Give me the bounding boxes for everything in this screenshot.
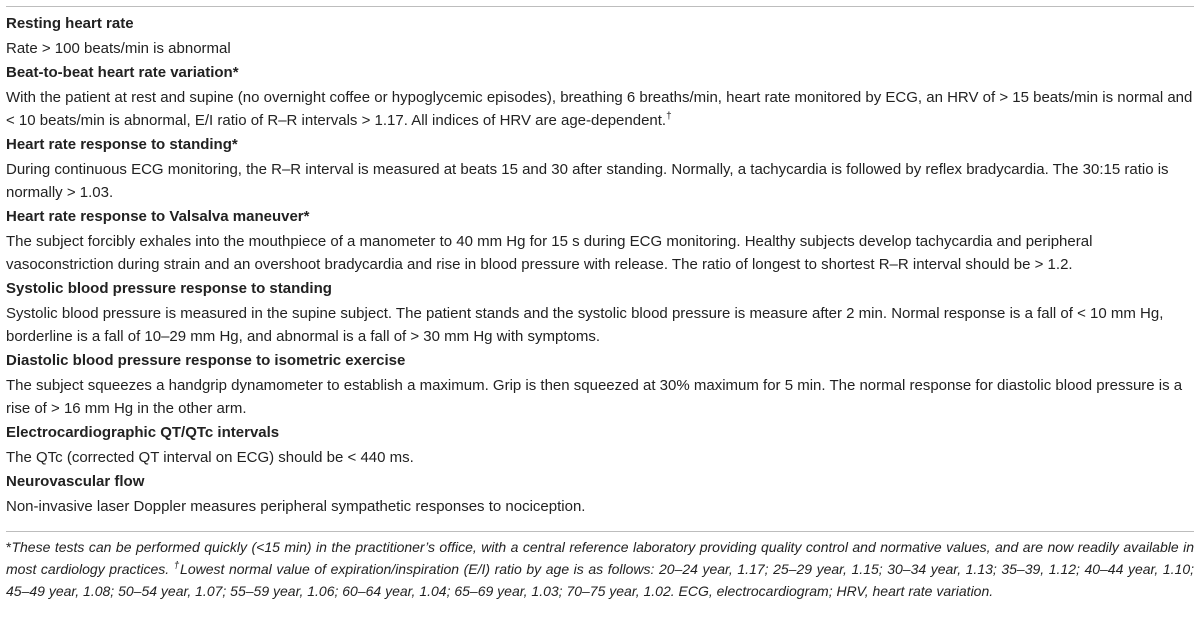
footnote-dagger: †	[173, 560, 181, 572]
test-list	[6, 14, 1194, 521]
table-row	[6, 351, 1194, 420]
table-footnote	[6, 536, 1194, 602]
row-title: Heart rate response to Valsalva maneuver*	[6, 208, 310, 225]
row-title: Diastolic blood pressure response to isometric exercise	[6, 352, 406, 369]
row-body-text: With the patient at rest and supine (no overnight coffee or hypoglycemic episodes), breathing 6 breaths/min, heart rate monitored by ECG, an HRV of > 15 beats/min is normal and < 10 beats/min is abnormal, E/I ratio of R–R intervals > 1.17. All indices of HRV are age-dependent.	[6, 89, 1193, 129]
row-body	[6, 302, 1194, 348]
table-row	[6, 207, 1194, 276]
table-row	[6, 135, 1194, 204]
row-body-text: Non-invasive laser Doppler measures peripheral sympathetic responses to nociception.	[6, 498, 586, 515]
row-body	[6, 446, 1194, 469]
row-body-text: The subject squeezes a handgrip dynamometer to establish a maximum. Grip is then squeezed at 30% maximum for 5 min. The normal response for diastolic blood pressure is a rise of > 16 mm Hg in the other arm.	[6, 377, 1183, 417]
row-body	[6, 495, 1194, 518]
row-title: Neurovascular flow	[6, 473, 145, 490]
row-body-text: During continuous ECG monitoring, the R–R interval is measured at beats 15 and 30 after standing. Normally, a tachycardia is followed by reflex bradycardia. The 30:15 ratio is normally > 1.03.	[6, 161, 1169, 201]
table-row	[6, 63, 1194, 132]
row-title: Heart rate response to standing*	[6, 136, 238, 153]
footnote-text-ei-ratio: Lowest normal value of expiration/inspiration (E/I) ratio by age is as follows: 20–24 year, 1.17; 25–29 year, 1.15; 30–34 year, 1.13; 35–39, 1.12; 40–44 year, 1.10; 45–49 year, 1.08; 50–54 year, 1.07; 55–59 year, 1.06; 60–64 year, 1.04; 65–69 year, 1.03; 70–75 year, 1.02. ECG, electrocardiogram; HRV, heart rate variation.	[6, 561, 1195, 599]
table-row	[6, 14, 1194, 60]
table-row	[6, 472, 1194, 518]
row-title: Electrocardiographic QT/QTc intervals	[6, 424, 280, 441]
top-rule	[6, 6, 1194, 7]
table-row	[6, 423, 1194, 469]
row-body-text: The QTc (corrected QT interval on ECG) should be < 440 ms.	[6, 449, 414, 466]
row-body	[6, 374, 1194, 420]
row-body-sup: †	[666, 111, 672, 122]
row-body-text: Systolic blood pressure is measured in the supine subject. The patient stands and the systolic blood pressure is measure after 2 min. Normal response is a fall of < 10 mm Hg, borderline is a fall of 10–29 mm Hg, and abnormal is a fall of > 30 mm Hg with symptoms.	[6, 305, 1164, 345]
row-title: Resting heart rate	[6, 15, 134, 32]
row-body	[6, 158, 1194, 204]
table-row	[6, 279, 1194, 348]
row-title: Systolic blood pressure response to standing	[6, 280, 332, 297]
footnote-rule	[6, 531, 1194, 532]
footnote-asterisk: *	[6, 539, 12, 555]
footnote-text-tests: These tests can be performed quickly (<15 min) in the practitioner’s office, with a central reference laboratory providing quality control and normative values, and are now readily available in most cardiology practices.	[6, 539, 1194, 577]
row-body	[6, 37, 1194, 60]
row-title: Beat-to-beat heart rate variation*	[6, 64, 239, 81]
row-body	[6, 86, 1194, 132]
row-body-text: Rate > 100 beats/min is abnormal	[6, 40, 231, 57]
row-body	[6, 230, 1194, 276]
row-body-text: The subject forcibly exhales into the mouthpiece of a manometer to 40 mm Hg for 15 s during ECG monitoring. Healthy subjects develop tachycardia and peripheral vasoconstriction during strain and an overshoot bradycardia and rise in blood pressure with release. The ratio of longest to shortest R–R interval should be > 1.2.	[6, 233, 1093, 273]
